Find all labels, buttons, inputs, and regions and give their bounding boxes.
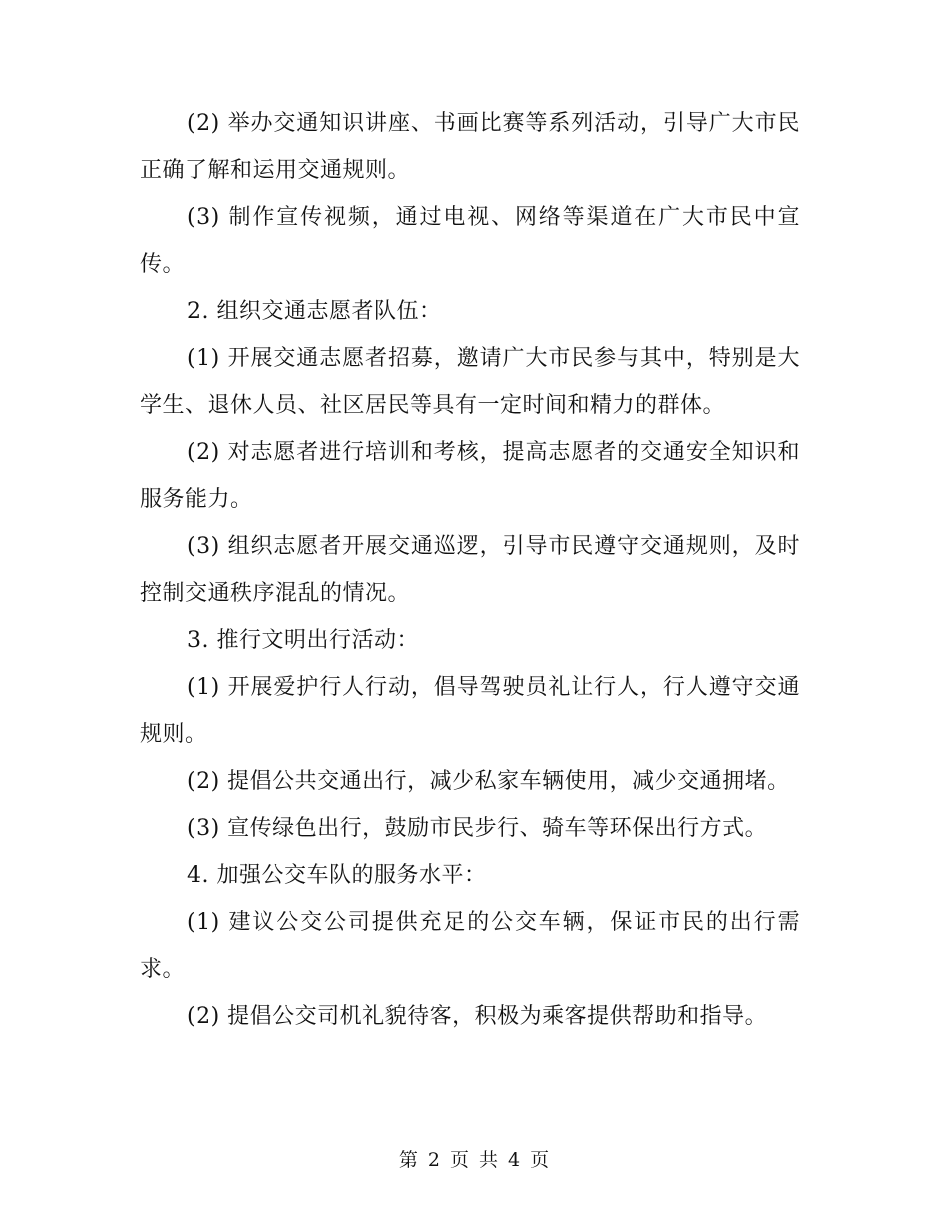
page-number-footer: 第 2 页 共 4 页 <box>398 1149 552 1171</box>
document-body <box>140 100 800 1040</box>
paragraph: (1) 开展爱护行人行动，倡导驾驶员礼让行人，行人遵守交通规则。 <box>140 675 800 747</box>
paragraph: (3) 组织志愿者开展交通巡逻，引导市民遵守交通规则，及时控制交通秩序混乱的情况。 <box>140 534 800 606</box>
paragraph: (1) 开展交通志愿者招募，邀请广大市民参与其中，特别是大学生、退休人员、社区居民等具有一定时间和精力的群体。 <box>140 346 800 418</box>
paragraph: (2) 提倡公共交通出行，减少私家车辆使用，减少交通拥堵。 <box>187 769 790 794</box>
paragraph: (1) 建议公交公司提供充足的公交车辆，保证市民的出行需求。 <box>140 910 800 982</box>
section-heading: 3. 推行文明出行活动： <box>187 628 419 653</box>
paragraph: (3) 宣传绿色出行，鼓励市民步行、骑车等环保出行方式。 <box>187 816 768 841</box>
paragraph: (3) 制作宣传视频，通过电视、网络等渠道在广大市民中宣传。 <box>140 205 800 277</box>
section-heading: 4. 加强公交车队的服务水平： <box>187 863 487 888</box>
section-heading: 2. 组织交通志愿者队伍： <box>187 299 442 324</box>
paragraph: (2) 对志愿者进行培训和考核，提高志愿者的交通安全知识和服务能力。 <box>140 440 800 512</box>
paragraph: (2) 举办交通知识讲座、书画比赛等系列活动，引导广大市民正确了解和运用交通规则。 <box>140 111 800 183</box>
paragraph: (2) 提倡公交司机礼貌待客，积极为乘客提供帮助和指导。 <box>187 1004 768 1029</box>
